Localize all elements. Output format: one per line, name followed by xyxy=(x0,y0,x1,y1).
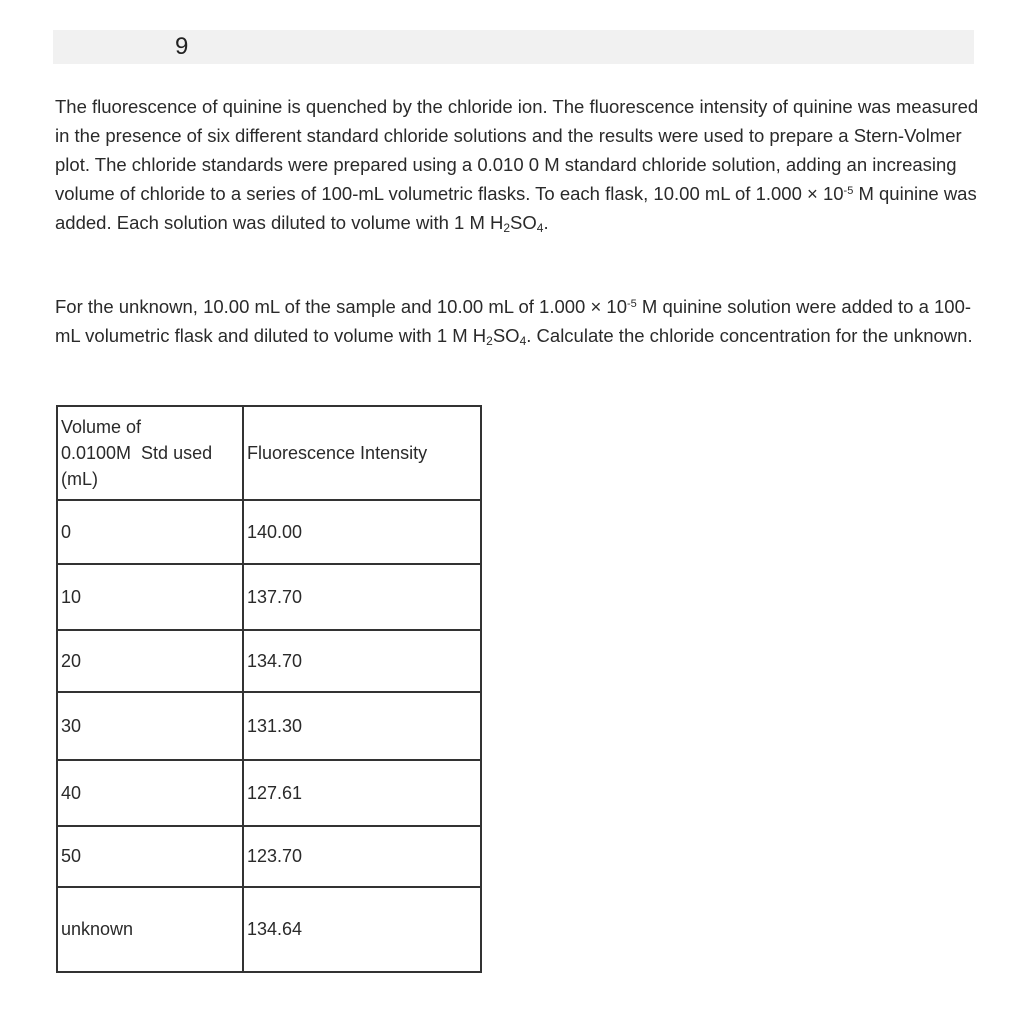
paragraph-1-exponent: -5 xyxy=(843,185,854,197)
header-volume-line-1: Volume of xyxy=(61,417,142,437)
paragraph-2-text-c: SO xyxy=(492,325,520,346)
cell-intensity: 131.30 xyxy=(243,692,481,760)
table-header-row xyxy=(57,406,481,500)
paragraph-1-text-c: SO xyxy=(510,212,537,233)
table-row xyxy=(57,692,481,760)
paragraph-1-text-b: M quinine was added. Each solution was diluted to volume with 1 M H xyxy=(55,183,977,233)
header-volume-line-3: (mL) xyxy=(61,469,98,489)
table-row xyxy=(57,564,481,630)
paragraph-2-subscript-2: 2 xyxy=(486,334,493,348)
cell-volume: unknown xyxy=(57,887,243,972)
data-table xyxy=(56,405,482,973)
cell-volume: 30 xyxy=(57,692,243,760)
problem-paragraph-2 xyxy=(55,292,980,350)
table-row xyxy=(57,500,481,564)
paragraph-1-text-d: . xyxy=(543,212,549,233)
paragraph-2-exponent: -5 xyxy=(627,298,637,310)
cell-intensity: 127.61 xyxy=(243,760,481,826)
table-row xyxy=(57,760,481,826)
header-volume xyxy=(57,406,243,500)
cell-intensity: 123.70 xyxy=(243,826,481,887)
cell-volume: 0 xyxy=(57,500,243,564)
paragraph-2-text-d: . Calculate the chloride concentration for the unknown. xyxy=(526,325,973,346)
paragraph-2-subscript-4: 4 xyxy=(519,334,527,348)
paragraph-2-text-a: For the unknown, 10.00 mL of the sample and 10.00 mL of 1.000 × 10 xyxy=(55,296,627,317)
paragraph-1-subscript-2: 2 xyxy=(503,221,511,235)
paragraph-2-text-b: M quinine solution were added to a 100-mL volumetric flask and diluted to volume with 1 M H xyxy=(55,296,972,346)
paragraph-1-text-a: The fluorescence of quinine is quenched by the chloride ion. The fluorescence intensity of quinine was measured in the presence of six different standard chloride solutions and the results were used to prepare a Stern-Volmer plot. The chloride standards were prepared using a 0.010 0 M standard chloride solution, adding an increasing volume of chloride to a series of 100-mL volumetric flasks. To each flask, 10.00 mL of 1.000 × 10 xyxy=(55,96,979,204)
cell-volume: 10 xyxy=(57,564,243,630)
table-row xyxy=(57,887,481,972)
table-row xyxy=(57,630,481,692)
paragraph-1-subscript-4: 4 xyxy=(536,221,544,235)
question-header xyxy=(53,30,974,64)
cell-volume: 20 xyxy=(57,630,243,692)
cell-intensity: 134.64 xyxy=(243,887,481,972)
header-volume-line-2: 0.0100M Std used xyxy=(61,443,213,463)
cell-intensity: 137.70 xyxy=(243,564,481,630)
problem-paragraph-1 xyxy=(55,92,980,237)
question-number: 9 xyxy=(175,33,189,60)
cell-volume: 40 xyxy=(57,760,243,826)
header-intensity: Fluorescence Intensity xyxy=(243,406,481,500)
cell-volume: 50 xyxy=(57,826,243,887)
cell-intensity: 134.70 xyxy=(243,630,481,692)
table-row xyxy=(57,826,481,887)
cell-intensity: 140.00 xyxy=(243,500,481,564)
